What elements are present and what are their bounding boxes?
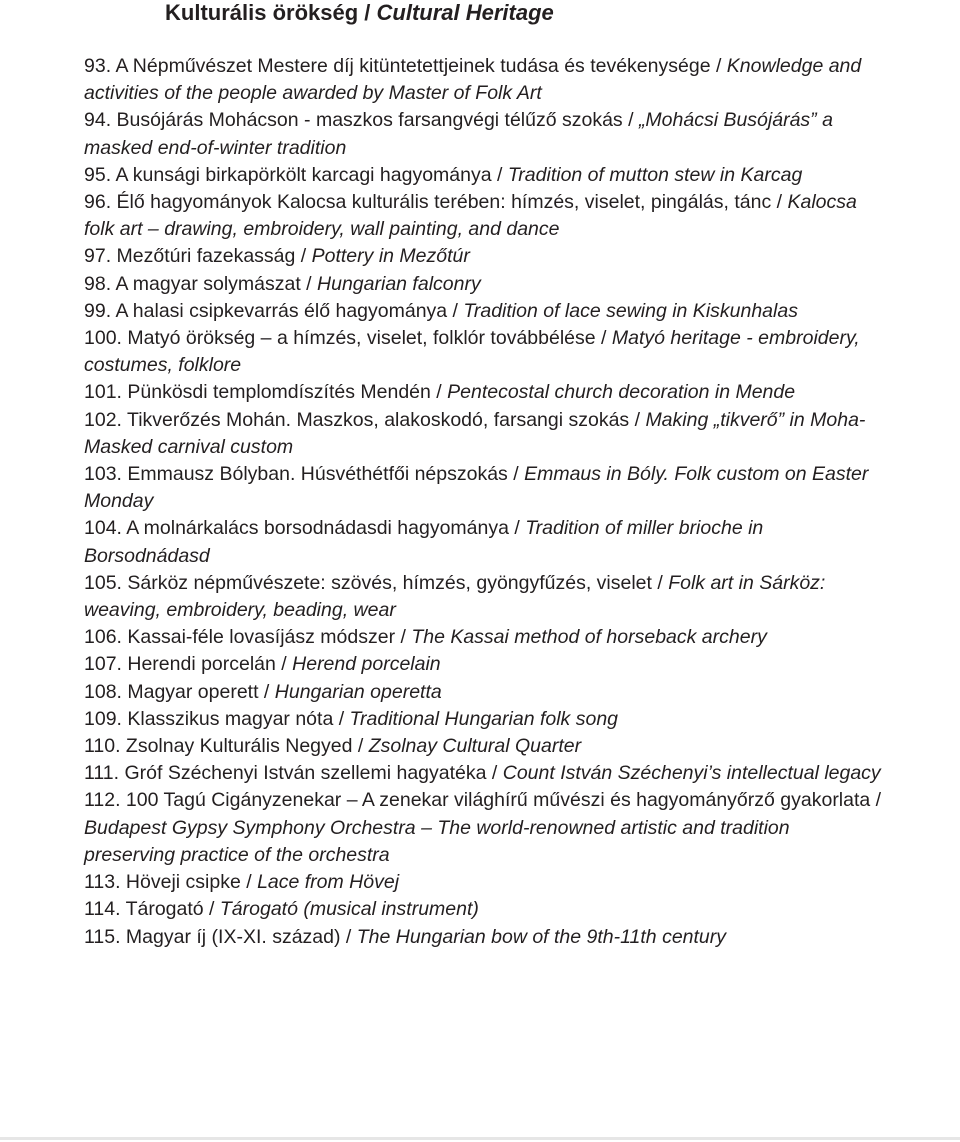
item-hungarian: 94. Busójárás Mohácson - maszkos farsangvégi télűző szokás / xyxy=(84,109,639,132)
item-hungarian: 103. Emmausz Bólyban. Húsvéthétfői népszokás / xyxy=(84,463,525,486)
list-item xyxy=(84,896,884,923)
list-item xyxy=(84,706,884,733)
list-item xyxy=(84,298,884,325)
item-english: Hungarian falconry xyxy=(317,272,481,295)
item-english: Folk art in Sárköz: weaving, embroidery, beading, wear xyxy=(84,571,826,622)
item-english: Traditional Hungarian folk song xyxy=(349,707,619,730)
item-hungarian: 104. A molnárkalács borsodnádasdi hagyománya / xyxy=(84,517,526,540)
item-english: The Kassai method of horseback archery xyxy=(411,626,767,649)
item-english: Herend porcelain xyxy=(292,653,441,676)
list-item xyxy=(84,53,884,107)
item-hungarian: 95. A kunsági birkapörkölt karcagi hagyománya / xyxy=(84,163,508,186)
section-heading xyxy=(165,0,554,26)
heading-hungarian: Kulturális örökség / xyxy=(165,0,377,25)
item-english: Zsolnay Cultural Quarter xyxy=(368,735,582,758)
item-english: Making „tikverő” in Moha- Masked carnival custom xyxy=(84,408,866,458)
list-item xyxy=(84,407,884,461)
item-hungarian: 106. Kassai-féle lovasíjász módszer / xyxy=(84,626,412,649)
list-item xyxy=(84,271,884,298)
list-item xyxy=(84,243,884,270)
item-hungarian: 97. Mezőtúri fazekasság / xyxy=(84,245,312,268)
item-hungarian: 93. A Népművészet Mestere díj kitüntetettjeinek tudása és tevékenysége / xyxy=(84,55,727,77)
item-english: „Mohácsi Busójárás” a masked end-of-winter tradition xyxy=(84,109,833,159)
item-english: Pentecostal church decoration in Mende xyxy=(447,381,796,404)
list-item xyxy=(84,651,884,678)
item-hungarian: 115. Magyar íj (IX-XI. század) / xyxy=(84,925,357,948)
list-item xyxy=(84,787,884,869)
item-hungarian: 110. Zsolnay Kulturális Negyed / xyxy=(84,735,369,758)
item-english: Tárogató (musical instrument) xyxy=(219,898,479,921)
item-english: Tradition of miller brioche in Borsodnádasd xyxy=(84,517,764,567)
heading-english: Cultural Heritage xyxy=(376,0,554,25)
item-english: Lace from Hövej xyxy=(257,871,400,894)
item-hungarian: 107. Herendi porcelán / xyxy=(84,653,293,676)
item-hungarian: 101. Pünkösdi templomdíszítés Mendén / xyxy=(84,381,448,404)
item-hungarian: 105. Sárköz népművészete: szövés, hímzés, gyöngyfűzés, viselet / xyxy=(84,571,669,594)
item-hungarian: 98. A magyar solymászat / xyxy=(84,272,318,295)
item-hungarian: 99. A halasi csipkevarrás élő hagyománya / xyxy=(84,299,464,322)
list-item xyxy=(84,379,884,406)
item-english: Emmaus in Bóly. Folk custom on Easter Monday xyxy=(84,463,869,513)
item-english: Pottery in Mezőtúr xyxy=(311,245,470,268)
item-english: Tradition of lace sewing in Kiskunhalas xyxy=(463,299,798,322)
item-hungarian: 113. Höveji csipke / xyxy=(84,871,258,894)
list-item xyxy=(84,570,884,624)
list-item xyxy=(84,869,884,896)
list-item xyxy=(84,189,884,243)
item-hungarian: 102. Tikverőzés Mohán. Maszkos, alakoskodó, farsangi szokás / xyxy=(84,408,646,431)
list-item xyxy=(84,162,884,189)
list-item xyxy=(84,624,884,651)
item-english: Knowledge and activities of the people awarded by Master of Folk Art xyxy=(84,55,862,105)
item-english: The Hungarian bow of the 9th-11th century xyxy=(356,925,727,948)
list-item xyxy=(84,461,884,515)
list-item xyxy=(84,325,884,379)
item-hungarian: 114. Tárogató / xyxy=(84,898,220,921)
item-hungarian: 109. Klasszikus magyar nóta / xyxy=(84,707,350,730)
list-item xyxy=(84,760,884,787)
item-english: Kalocsa folk art – drawing, embroidery, wall painting, and dance xyxy=(84,191,857,241)
item-english: Hungarian operetta xyxy=(274,680,442,703)
item-english: Count István Széchenyi’s intellectual legacy xyxy=(502,762,881,785)
list-item xyxy=(84,679,884,706)
item-hungarian: 96. Élő hagyományok Kalocsa kulturális terében: hímzés, viselet, pingálás, tánc / xyxy=(84,191,788,214)
list-item xyxy=(84,733,884,760)
item-english: Budapest Gypsy Symphony Orchestra – The world-renowned artistic and tradition preserving practice of the orchestra xyxy=(84,816,790,866)
item-english: Matyó heritage - embroidery, costumes, folklore xyxy=(84,327,860,377)
list-item xyxy=(84,515,884,569)
item-hungarian: 100. Matyó örökség – a hímzés, viselet, folklór továbbélése / xyxy=(84,327,612,350)
list-item xyxy=(84,924,884,951)
heritage-list xyxy=(84,53,884,951)
item-english: Tradition of mutton stew in Karcag xyxy=(507,163,803,186)
item-hungarian: 108. Magyar operett / xyxy=(84,680,275,703)
page-bottom-divider xyxy=(0,1137,960,1140)
list-item xyxy=(84,107,884,161)
item-hungarian: 112. 100 Tagú Cigányzenekar – A zenekar világhírű művészi és hagyományőrző gyakorlata / xyxy=(84,789,882,812)
item-hungarian: 111. Gróf Széchenyi István szellemi hagyatéka / xyxy=(84,762,503,785)
